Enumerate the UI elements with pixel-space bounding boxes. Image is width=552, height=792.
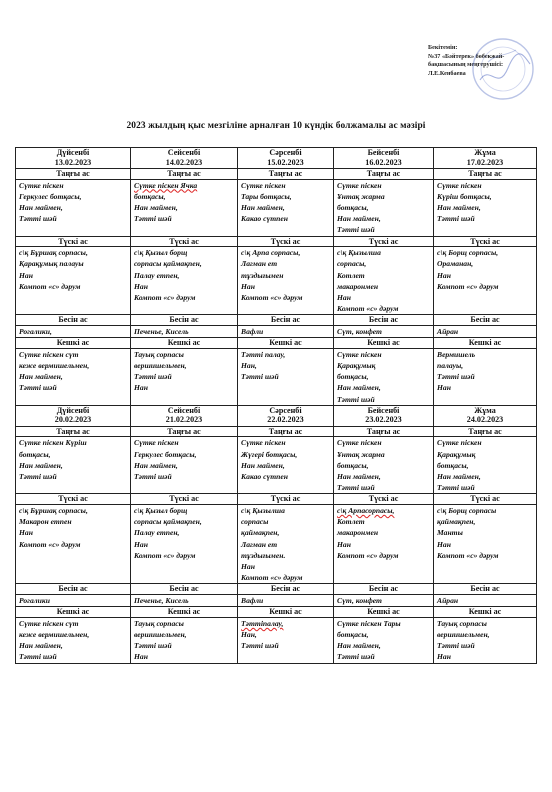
dish-line: Тауық сорпасы (437, 618, 487, 628)
dish-cell (334, 179, 434, 236)
dish-line: с\қ Қызылша (241, 506, 285, 516)
dish-line: Компот «с» дәрум (19, 281, 81, 291)
dish-line: Компот «с» дәрум (337, 550, 399, 560)
dish-cell (238, 247, 334, 315)
dish-line: Нан (437, 383, 451, 393)
day-date: 15.02.2023 (267, 157, 304, 167)
meal-label-breakfast: Таңғы ас (434, 169, 537, 180)
dish-line: Нан маймен, (19, 203, 63, 212)
dish-line: Нан (241, 281, 255, 291)
dish-line: Ораманан, (437, 259, 474, 269)
meal-label-dinner: Кешкі ас (131, 338, 238, 349)
dish-cell (434, 505, 537, 584)
meal-label-breakfast: Таңғы ас (16, 426, 131, 437)
day-name: Бейсенбі (367, 405, 400, 415)
dish-line: ботқасы, (337, 630, 369, 640)
dish-line: Тары ботқасы, (241, 191, 292, 201)
meal-label-dinner: Кешкі ас (434, 338, 537, 349)
meal-label-snack: Бесін ас (16, 584, 131, 595)
dish-cell (238, 617, 334, 663)
dish-cell (16, 595, 131, 607)
dish-line: с\қ Борщ сорпасы (437, 506, 497, 516)
dish-cell (16, 437, 131, 494)
dish-cell (434, 348, 537, 405)
dish-cell (238, 326, 334, 338)
day-name: Дүйсенбі (56, 148, 90, 157)
meal-label-snack: Бесін ас (434, 584, 537, 595)
dish-cell (334, 505, 434, 584)
dish-line: Нан маймен, (241, 203, 285, 212)
dish-cell (334, 437, 434, 494)
dish-line: Сүтке піскен (437, 180, 482, 190)
dish-line: Нан маймен, (241, 460, 285, 470)
dish-line: Тәтті шәй (337, 652, 375, 662)
dish-line: Сүт, конфет (337, 327, 382, 337)
dish-line: Нан (437, 539, 451, 549)
dish-line: Сүтке піскен (337, 349, 382, 359)
dish-line: с\қ Қызыл борщ (134, 506, 188, 516)
dish-line: Тәтті шәй (241, 372, 279, 382)
day-header (334, 405, 434, 426)
dish-line: Тәтті шәй (337, 483, 375, 493)
dish-line: Сүтке піскен сүт (19, 618, 79, 628)
dish-line: Нан маймен, (337, 214, 381, 224)
dish-line: қаймақпен, (437, 517, 476, 527)
meal-label-breakfast: Таңғы ас (434, 426, 537, 437)
dish-line: Вафли (241, 327, 264, 337)
meal-label-dinner: Кешкі ас (238, 338, 334, 349)
dish-line: Сүтке піскен (19, 180, 64, 190)
day-date: 17.02.2023 (466, 157, 504, 167)
meal-label-dinner: Кешкі ас (434, 607, 537, 618)
dish-cell (434, 595, 537, 607)
dish-line: Рогалики, (19, 327, 52, 337)
meal-label-lunch: Түскі ас (334, 494, 434, 505)
dish-cell (238, 595, 334, 607)
dish-row-snack (16, 326, 537, 338)
dish-line: Сүтке піскен (134, 438, 179, 448)
dish-line: с\қ Борщ сорпасы, (437, 248, 499, 258)
meal-label-snack: Бесін ас (434, 315, 537, 326)
dish-cell (434, 437, 537, 494)
dish-line: Печенье, Кисель (134, 596, 189, 606)
dish-line: Нан (134, 383, 148, 393)
dish-line: Нан маймен, (437, 203, 481, 212)
dish-line: Сүтке піскен (241, 438, 286, 448)
dish-line: Нан (437, 652, 451, 662)
dish-cell (131, 247, 238, 315)
dish-cell (238, 505, 334, 584)
dish-line: сорпасы қаймақпен, (134, 517, 202, 527)
dish-cell (434, 617, 537, 663)
meal-label-lunch: Түскі ас (434, 494, 537, 505)
meal-label-snack: Бесін ас (238, 315, 334, 326)
dish-line: Нан маймен, (337, 383, 381, 393)
approval-block (428, 44, 540, 78)
dish-cell (238, 179, 334, 236)
approval-line-3: Л.Е.Кенбаева (428, 69, 466, 77)
dish-line: ботқасы, (134, 191, 166, 201)
meal-label-breakfast: Таңғы ас (238, 426, 334, 437)
dish-line: Қарақұмық (437, 449, 476, 459)
dish-line: с\қ Бұршақ сорпасы, (19, 506, 88, 516)
meal-label-snack: Бесін ас (334, 315, 434, 326)
document-title: 2023 жылдың қыс мезгіліне арналған 10 күндік болжамалы ас мәзірі (126, 121, 426, 131)
dish-line: Котлет (337, 270, 365, 280)
meal-label-dinner: Кешкі ас (16, 338, 131, 349)
dish-line: Нан (19, 270, 33, 280)
dish-line: Компот «с» дәрум (437, 281, 499, 291)
dish-line: Тәтті шәй (134, 641, 172, 651)
dish-row-lunch (16, 505, 537, 584)
dish-cell (16, 247, 131, 315)
dish-line: Қарақұмық палауы (19, 259, 84, 269)
dish-line: с\қ Арпа сорпасы, (241, 248, 301, 258)
dish-line: Нан (337, 293, 351, 303)
day-name: Жұма (474, 405, 496, 415)
day-date: 16.02.2023 (365, 157, 402, 167)
dish-line: Рогалики (19, 596, 50, 606)
meal-label-snack: Бесін ас (131, 584, 238, 595)
dish-line: кеже вермишельмен, (19, 361, 90, 371)
day-date: 23.02.2023 (365, 415, 402, 425)
dish-line: Нан маймен, (134, 203, 178, 212)
meal-label-dinner: Кешкі ас (131, 607, 238, 618)
day-name: Бейсенбі (367, 148, 400, 157)
dish-cell (16, 179, 131, 236)
day-header (16, 405, 131, 426)
dish-line: Нан маймен, (19, 641, 63, 651)
day-name: Сейсенбі (167, 405, 201, 415)
dish-line: Манты (437, 528, 463, 538)
dish-line: Тәтті шәй (437, 372, 475, 382)
dish-line: кеже вермишельмен, (19, 630, 90, 640)
meal-label-snack: Бесін ас (334, 584, 434, 595)
approval-heading: Бекітемін: (428, 44, 458, 51)
dish-line: Тауық сорпасы (134, 349, 184, 359)
dish-line: Қарақұмық (337, 361, 376, 371)
dish-line: Нан, (241, 361, 257, 371)
day-header (434, 148, 537, 169)
dish-line: Жүгері ботқасы, (241, 449, 298, 459)
meal-label-breakfast: Таңғы ас (238, 169, 334, 180)
dish-line: Нан маймен, (134, 460, 178, 470)
dish-line: Айран (437, 327, 459, 337)
dish-line: тұздығымен (241, 270, 284, 280)
dish-line: сорпасы, (337, 259, 367, 269)
dish-row-dinner (16, 617, 537, 663)
dish-line: Сүт, конфет (337, 596, 382, 606)
meal-label-lunch: Түскі ас (16, 494, 131, 505)
meal-label-snack: Бесін ас (238, 584, 334, 595)
dish-line: с\қ Арпасорпасы, (337, 506, 395, 516)
dish-cell (334, 247, 434, 315)
dish-line: Сүтке піскен Күріш (19, 438, 87, 448)
day-header (16, 148, 131, 169)
dish-cell (131, 437, 238, 494)
dish-line: Компот «с» дәрум (437, 550, 499, 560)
day-header (238, 405, 334, 426)
dish-line: Ұнтақ жарма (337, 449, 385, 459)
dish-cell (334, 348, 434, 405)
dish-line: Сүтке піскен (337, 180, 382, 190)
dish-line: Нан маймен, (19, 460, 63, 470)
day-date: 24.02.2023 (466, 415, 504, 425)
meal-label-dinner: Кешкі ас (16, 607, 131, 618)
dish-row-breakfast (16, 179, 537, 236)
dish-line: тұздығымен. (241, 550, 286, 560)
meal-label-dinner: Кешкі ас (334, 607, 434, 618)
dish-line: Котлет (337, 517, 365, 527)
dish-line: Сүтке піскен Тары (337, 618, 401, 628)
meal-label-dinner: Кешкі ас (334, 338, 434, 349)
dish-cell (131, 326, 238, 338)
day-header (334, 148, 434, 169)
dish-line: Нан (134, 652, 148, 662)
dish-line: Компот «с» дәрум (337, 304, 399, 314)
dish-line: Нан маймен, (19, 372, 63, 382)
meal-label-breakfast: Таңғы ас (334, 169, 434, 180)
dish-line: сорпасы қаймақпен, (134, 259, 202, 269)
dish-line: Вермишель (437, 349, 476, 359)
dish-line: Макарон етпен (19, 517, 72, 527)
dish-line: ботқасы, (337, 372, 369, 382)
approval-line-1: №37 «Бәйтерек» бөбекжай- (428, 52, 505, 60)
dish-line: Нан (134, 281, 148, 291)
meal-label-row (16, 169, 537, 180)
dish-cell (238, 437, 334, 494)
dish-cell (434, 179, 537, 236)
dish-line: Лагман ет (241, 539, 278, 549)
dish-cell (16, 348, 131, 405)
dish-line: Нан (241, 562, 255, 572)
dish-cell (238, 348, 334, 405)
dish-line: Тәттіпалау, (241, 618, 284, 628)
day-name: Сәрсенбі (269, 405, 302, 415)
dish-line: Тәтті шәй (19, 652, 57, 662)
dish-cell (334, 595, 434, 607)
dish-line: Тауық сорпасы (134, 618, 184, 628)
day-header-row (16, 405, 537, 426)
dish-line: с\қ Қызылша (337, 248, 381, 258)
dish-line: Нан маймен, (437, 472, 481, 482)
dish-line: с\қ Қызыл борщ (134, 248, 188, 258)
meal-label-snack: Бесін ас (131, 315, 238, 326)
dish-line: макаронмен (337, 281, 379, 291)
meal-label-lunch: Түскі ас (131, 494, 238, 505)
dish-line: Күріш ботқасы, (437, 191, 492, 201)
dish-line: Сүтке піскен Ячка (134, 180, 198, 190)
meal-label-row (16, 338, 537, 349)
dish-cell (16, 617, 131, 663)
day-name: Сәрсенбі (269, 148, 302, 157)
day-name: Сейсенбі (167, 148, 201, 157)
day-name: Жұма (474, 148, 496, 157)
dish-line: Геркулес ботқасы, (19, 191, 82, 201)
dish-line: Компот «с» дәрум (241, 573, 303, 583)
dish-line: Тәтті шәй (19, 383, 57, 393)
dish-line: Компот «с» дәрум (241, 293, 303, 303)
dish-line: Компот «с» дәрум (134, 293, 196, 303)
dish-line: ботқасы, (437, 460, 469, 470)
dish-line: Палау етпен, (134, 528, 180, 538)
dish-line: с\қ Бұршақ сорпасы, (19, 248, 88, 258)
dish-line: Сүтке піскен сүт (19, 349, 79, 359)
dish-line: Сүтке піскен (437, 438, 482, 448)
dish-line: Печенье, Кисель (134, 327, 189, 337)
dish-cell (131, 179, 238, 236)
dish-cell (434, 326, 537, 338)
dish-line: сорпасы (241, 517, 269, 527)
dish-cell (131, 505, 238, 584)
dish-line: Нан (437, 270, 451, 280)
dish-line: вершишельмен, (437, 630, 490, 640)
dish-line: Ұнтақ жарма (337, 191, 385, 201)
dish-line: Тәтті шәй (134, 472, 172, 482)
meal-label-lunch: Түскі ас (238, 236, 334, 247)
dish-cell (16, 505, 131, 584)
meal-label-row (16, 315, 537, 326)
dish-line: Какао сүтпен (241, 472, 288, 482)
dish-cell (434, 247, 537, 315)
day-date: 22.02.2023 (267, 415, 304, 425)
menu-table (15, 147, 537, 664)
day-header (131, 405, 238, 426)
meal-label-row (16, 584, 537, 595)
dish-line: ботқасы, (337, 203, 369, 212)
meal-label-lunch: Түскі ас (238, 494, 334, 505)
dish-cell (131, 595, 238, 607)
day-header-row (16, 148, 537, 169)
day-name: Дүйсенбі (56, 405, 90, 415)
dish-line: Тәтті шәй (437, 214, 475, 224)
dish-line: Палау етпен, (134, 270, 180, 280)
meal-label-breakfast: Таңғы ас (16, 169, 131, 180)
meal-label-row (16, 494, 537, 505)
dish-line: Геркулес ботқасы, (134, 449, 197, 459)
dish-cell (131, 617, 238, 663)
approval-line-2: бақшасының меңгерушісі: (428, 61, 504, 69)
day-header (131, 148, 238, 169)
dish-line: Тәтті шәй (134, 372, 172, 382)
dish-row-snack (16, 595, 537, 607)
dish-line: ботқасы, (337, 460, 369, 470)
dish-cell (16, 326, 131, 338)
dish-line: Тәтті шәй (19, 472, 57, 482)
dish-line: макаронмен (337, 528, 379, 538)
dish-line: Сүтке піскен (337, 438, 382, 448)
meal-label-breakfast: Таңғы ас (131, 169, 238, 180)
dish-line: Нан (134, 539, 148, 549)
day-header (434, 405, 537, 426)
meal-label-row (16, 236, 537, 247)
meal-label-row (16, 607, 537, 618)
meal-label-breakfast: Таңғы ас (334, 426, 434, 437)
dish-row-lunch (16, 247, 537, 315)
dish-line: Нан (19, 528, 33, 538)
meal-label-breakfast: Таңғы ас (131, 426, 238, 437)
day-date: 21.02.2023 (165, 415, 203, 425)
dish-line: Айран (437, 596, 459, 606)
dish-line: Тәтті шәй (437, 641, 475, 651)
dish-line: Лагман ет (241, 259, 278, 269)
dish-cell (334, 617, 434, 663)
meal-label-row (16, 426, 537, 437)
dish-line: палауы, (437, 361, 464, 371)
meal-label-dinner: Кешкі ас (238, 607, 334, 618)
dish-line: Компот «с» дәрум (134, 550, 196, 560)
dish-line: Тәтті шәй (134, 214, 172, 224)
dish-line: ботқасы, (19, 449, 51, 459)
meal-label-lunch: Түскі ас (131, 236, 238, 247)
dish-line: Нан, (241, 630, 257, 640)
dish-line: Тәтті шәй (241, 641, 279, 651)
dish-line: вершишельмен, (134, 361, 187, 371)
meal-label-snack: Бесін ас (16, 315, 131, 326)
dish-cell (131, 348, 238, 405)
dish-line: Тәтті шәй (337, 225, 375, 235)
dish-line: Сүтке піскен (241, 180, 286, 190)
dish-line: Нан (337, 539, 351, 549)
dish-line: қаймақпен, (241, 528, 280, 538)
dish-line: Тәтті шәй (337, 394, 375, 404)
dish-line: Компот «с» дәрум (19, 539, 81, 549)
dish-line: вершишельмен, (134, 630, 187, 640)
dish-cell (334, 326, 434, 338)
dish-line: Нан маймен, (337, 472, 381, 482)
day-header (238, 148, 334, 169)
dish-line: Тәтті шәй (19, 214, 57, 224)
day-date: 13.02.2023 (54, 157, 92, 167)
day-date: 20.02.2023 (54, 415, 92, 425)
dish-line: Какао сүтпен (241, 214, 288, 224)
dish-line: Тәтті палау, (241, 349, 286, 359)
meal-label-lunch: Түскі ас (16, 236, 131, 247)
dish-row-dinner (16, 348, 537, 405)
meal-label-lunch: Түскі ас (334, 236, 434, 247)
dish-line: Тәтті шәй (437, 483, 475, 493)
dish-line: Нан маймен, (337, 641, 381, 651)
dish-line: Вафли (241, 596, 264, 606)
day-date: 14.02.2023 (165, 157, 203, 167)
dish-row-breakfast (16, 437, 537, 494)
meal-label-lunch: Түскі ас (434, 236, 537, 247)
